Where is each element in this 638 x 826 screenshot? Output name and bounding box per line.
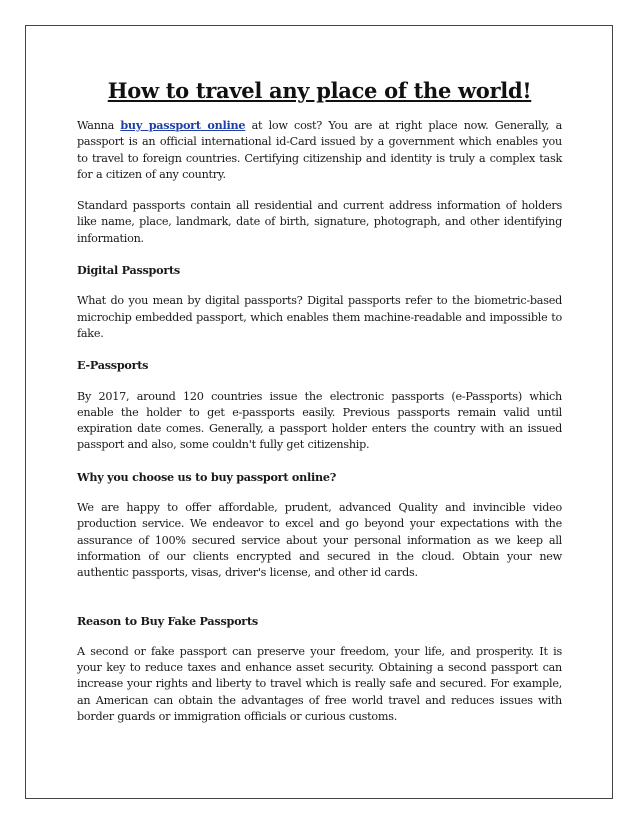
section-body-why-choose-us: We are happy to offer affordable, prudent, advanced Quality and invincible video production service. We endeavor to excel and go beyond your expectations with the assurance of 100% secured service about your personal information as we keep all information of our clients encrypted and secured in the cloud. Obtain your new authentic passports, visas, driver's license, and other id cards. [77,501,562,580]
intro-paragraph [77,117,562,183]
section-body-digital-passports: What do you mean by digital passports? Digital passports refer to the biometric-based microchip embedded passport, which enables them machine-readable and impossible to fake. [77,294,562,340]
section-heading-digital-passports: Digital Passports [77,263,180,278]
page-title: How to travel any place of the world! [107,78,532,103]
section-heading-reason-to-buy: Reason to Buy Fake Passports [77,613,258,628]
document-body [77,78,562,725]
section-body-reason-to-buy: A second or fake passport can preserve your freedom, your life, and prosperity. It is your key to reduce taxes and enhance asset security. Obtaining a second passport can increase your rights and liberty to travel which is really safe and secured. For example, an American can obtain the advantages of free world travel and reduces issues with border guards or immigration officials or curious customs. [77,644,562,724]
intro-prefix: Wanna [77,119,121,132]
standard-paragraph: Standard passports contain all residential and current address information of holders like name, place, landmark, date of birth, signature, photograph, and other identifying information. [77,199,562,245]
intro-suffix: at low cost? You are at right place now. Generally, a passport is an official international id-Card issued by a government which enables you to travel to foreign countries. Certifying citizenship and identity is truly a complex task for a citizen of any country. [77,119,562,181]
buy-passport-online-link[interactable]: buy passport online [120,118,246,132]
section-heading-e-passports: E-Passports [77,358,149,373]
section-heading-why-choose-us: Why you choose us to buy passport online? [77,469,337,484]
section-body-e-passports: By 2017, around 120 countries issue the electronic passports (e-Passports) which enable the holder to get e-passports easily. Previous passports remain valid until expiration date comes. Generally, a passport holder enters the country with an issued passport and also, some couldn't fully get citizenship. [77,389,562,452]
